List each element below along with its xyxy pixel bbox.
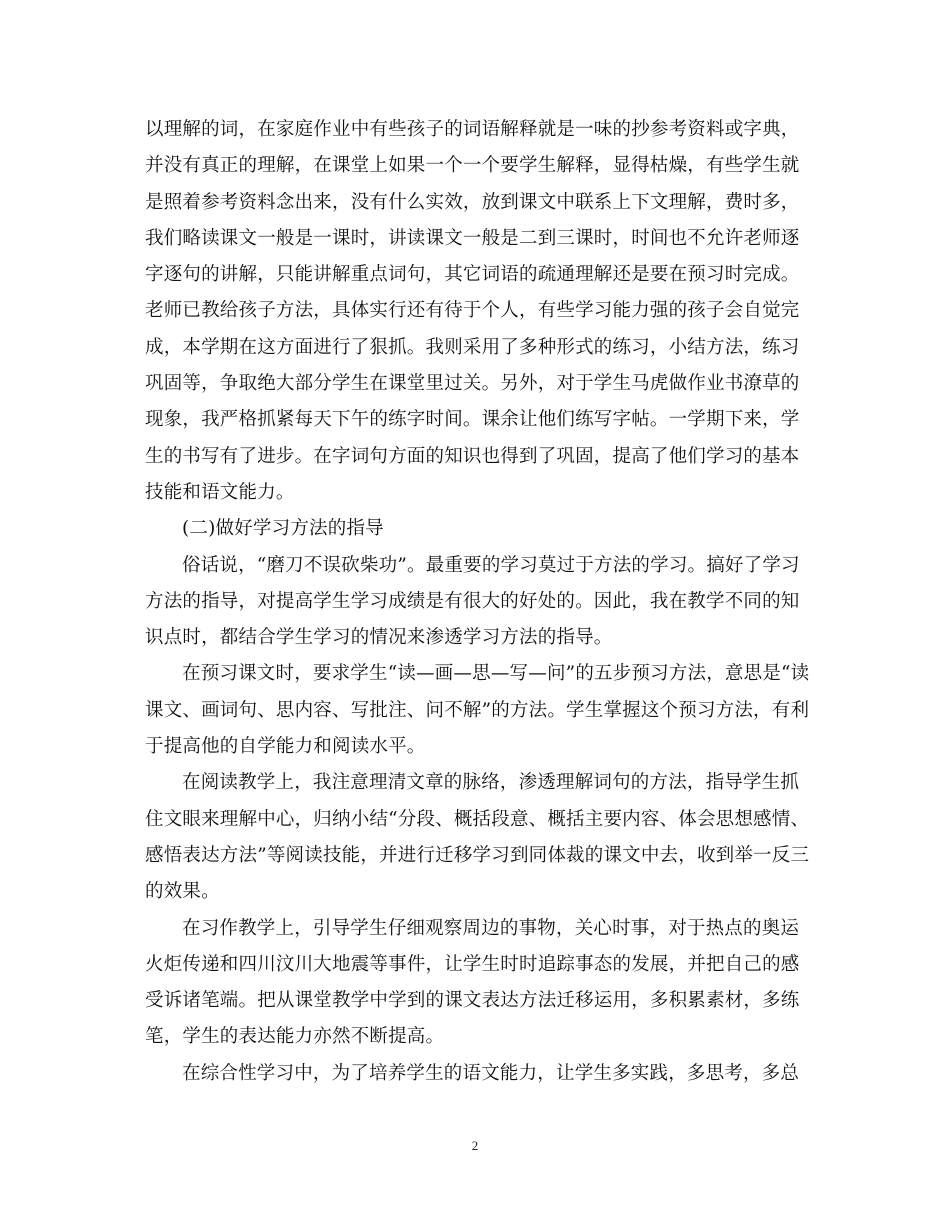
text-line: 以理解的词，在家庭作业中有些孩子的词语解释就是一味的抄参考资料或字典， (145, 119, 800, 140)
text-line: 住文眼来理解中心，归纳小结“分段、概括段意、概括主要内容、体会思想感情、 (145, 808, 810, 830)
text-line: 的效果。 (145, 881, 220, 903)
text-line: 我们略读课文一般是一课时，讲读课文一般是二到三课时，时间也不允许老师逐 (145, 227, 800, 249)
text-line: 字逐句的讲解，只能讲解重点词句，其它词语的疏通理解还是要在预习时完成。 (145, 264, 800, 286)
text-line: 生的书写有了进步。在字词句方面的知识也得到了巩固，提高了他们学习的基本 (145, 445, 800, 467)
text-line: 笔，学生的表达能力亦然不断提高。 (145, 1026, 445, 1048)
text-line: 在习作教学上，引导学生仔细观察周边的事物，关心时事，对于热点的奥运 (182, 917, 800, 939)
text-line: 巩固等，争取绝大部分学生在课堂里过关。另外，对于学生马虎做作业书潦草的 (145, 373, 800, 395)
text-line: 课文、画词句、思内容、写批注、问不解”的方法。学生掌握这个预习方法，有利 (145, 699, 810, 721)
text-line: 并没有真正的理解，在课堂上如果一个一个要学生解释，显得枯燥，有些学生就 (145, 155, 800, 177)
text-line: 方法的指导，对提高学生学习成绩是有很大的好处的。因此，我在教学不同的知 (145, 590, 800, 612)
page-number: 2 (471, 1138, 479, 1153)
text-line: 在预习课文时，要求学生“读—画—思—写—问”的五步预习方法，意思是“读 (182, 663, 810, 685)
text-line: 老师已教给孩子方法，具体实行还有待于个人，有些学习能力强的孩子会自觉完 (145, 300, 800, 322)
text-line: 感悟表达方法”等阅读技能，并进行迁移学习到同体裁的课文中去，收到举一反三 (145, 844, 810, 866)
text-line: 于提高他的自学能力和阅读水平。 (145, 736, 426, 758)
text-line: 火炬传递和四川汶川大地震等事件，让学生时时追踪事态的发展，并把自己的感 (145, 953, 800, 975)
text-line: 现象，我严格抓紧每天下午的练字时间。课余让他们练写字帖。一学期下来，学 (145, 409, 800, 431)
text-line: 在综合性学习中，为了培养学生的语文能力，让学生多实践，多思考，多总 (182, 1062, 800, 1084)
body-text (145, 112, 810, 1092)
text-line: 成，本学期在这方面进行了狠抓。我则采用了多种形式的练习，小结方法，练习 (145, 336, 800, 358)
text-line: (二)做好学习方法的指导 (182, 518, 384, 540)
text-line: 在阅读教学上，我注意理清文章的脉络，渗透理解词句的方法，指导学生抓 (182, 772, 800, 794)
text-line: 是照着参考资料念出来，没有什么实效，放到课文中联系上下文理解，费时多， (145, 191, 800, 213)
text-line: 俗话说，“磨刀不误砍柴功”。最重要的学习莫过于方法的学习。搞好了学习 (182, 554, 800, 576)
text-line: 技能和语文能力。 (145, 481, 295, 503)
text-line: 受诉诸笔端。把从课堂教学中学到的课文表达方法迁移运用，多积累素材，多练 (145, 990, 800, 1012)
text-line: 识点时，都结合学生学习的情况来渗透学习方法的指导。 (145, 627, 613, 649)
